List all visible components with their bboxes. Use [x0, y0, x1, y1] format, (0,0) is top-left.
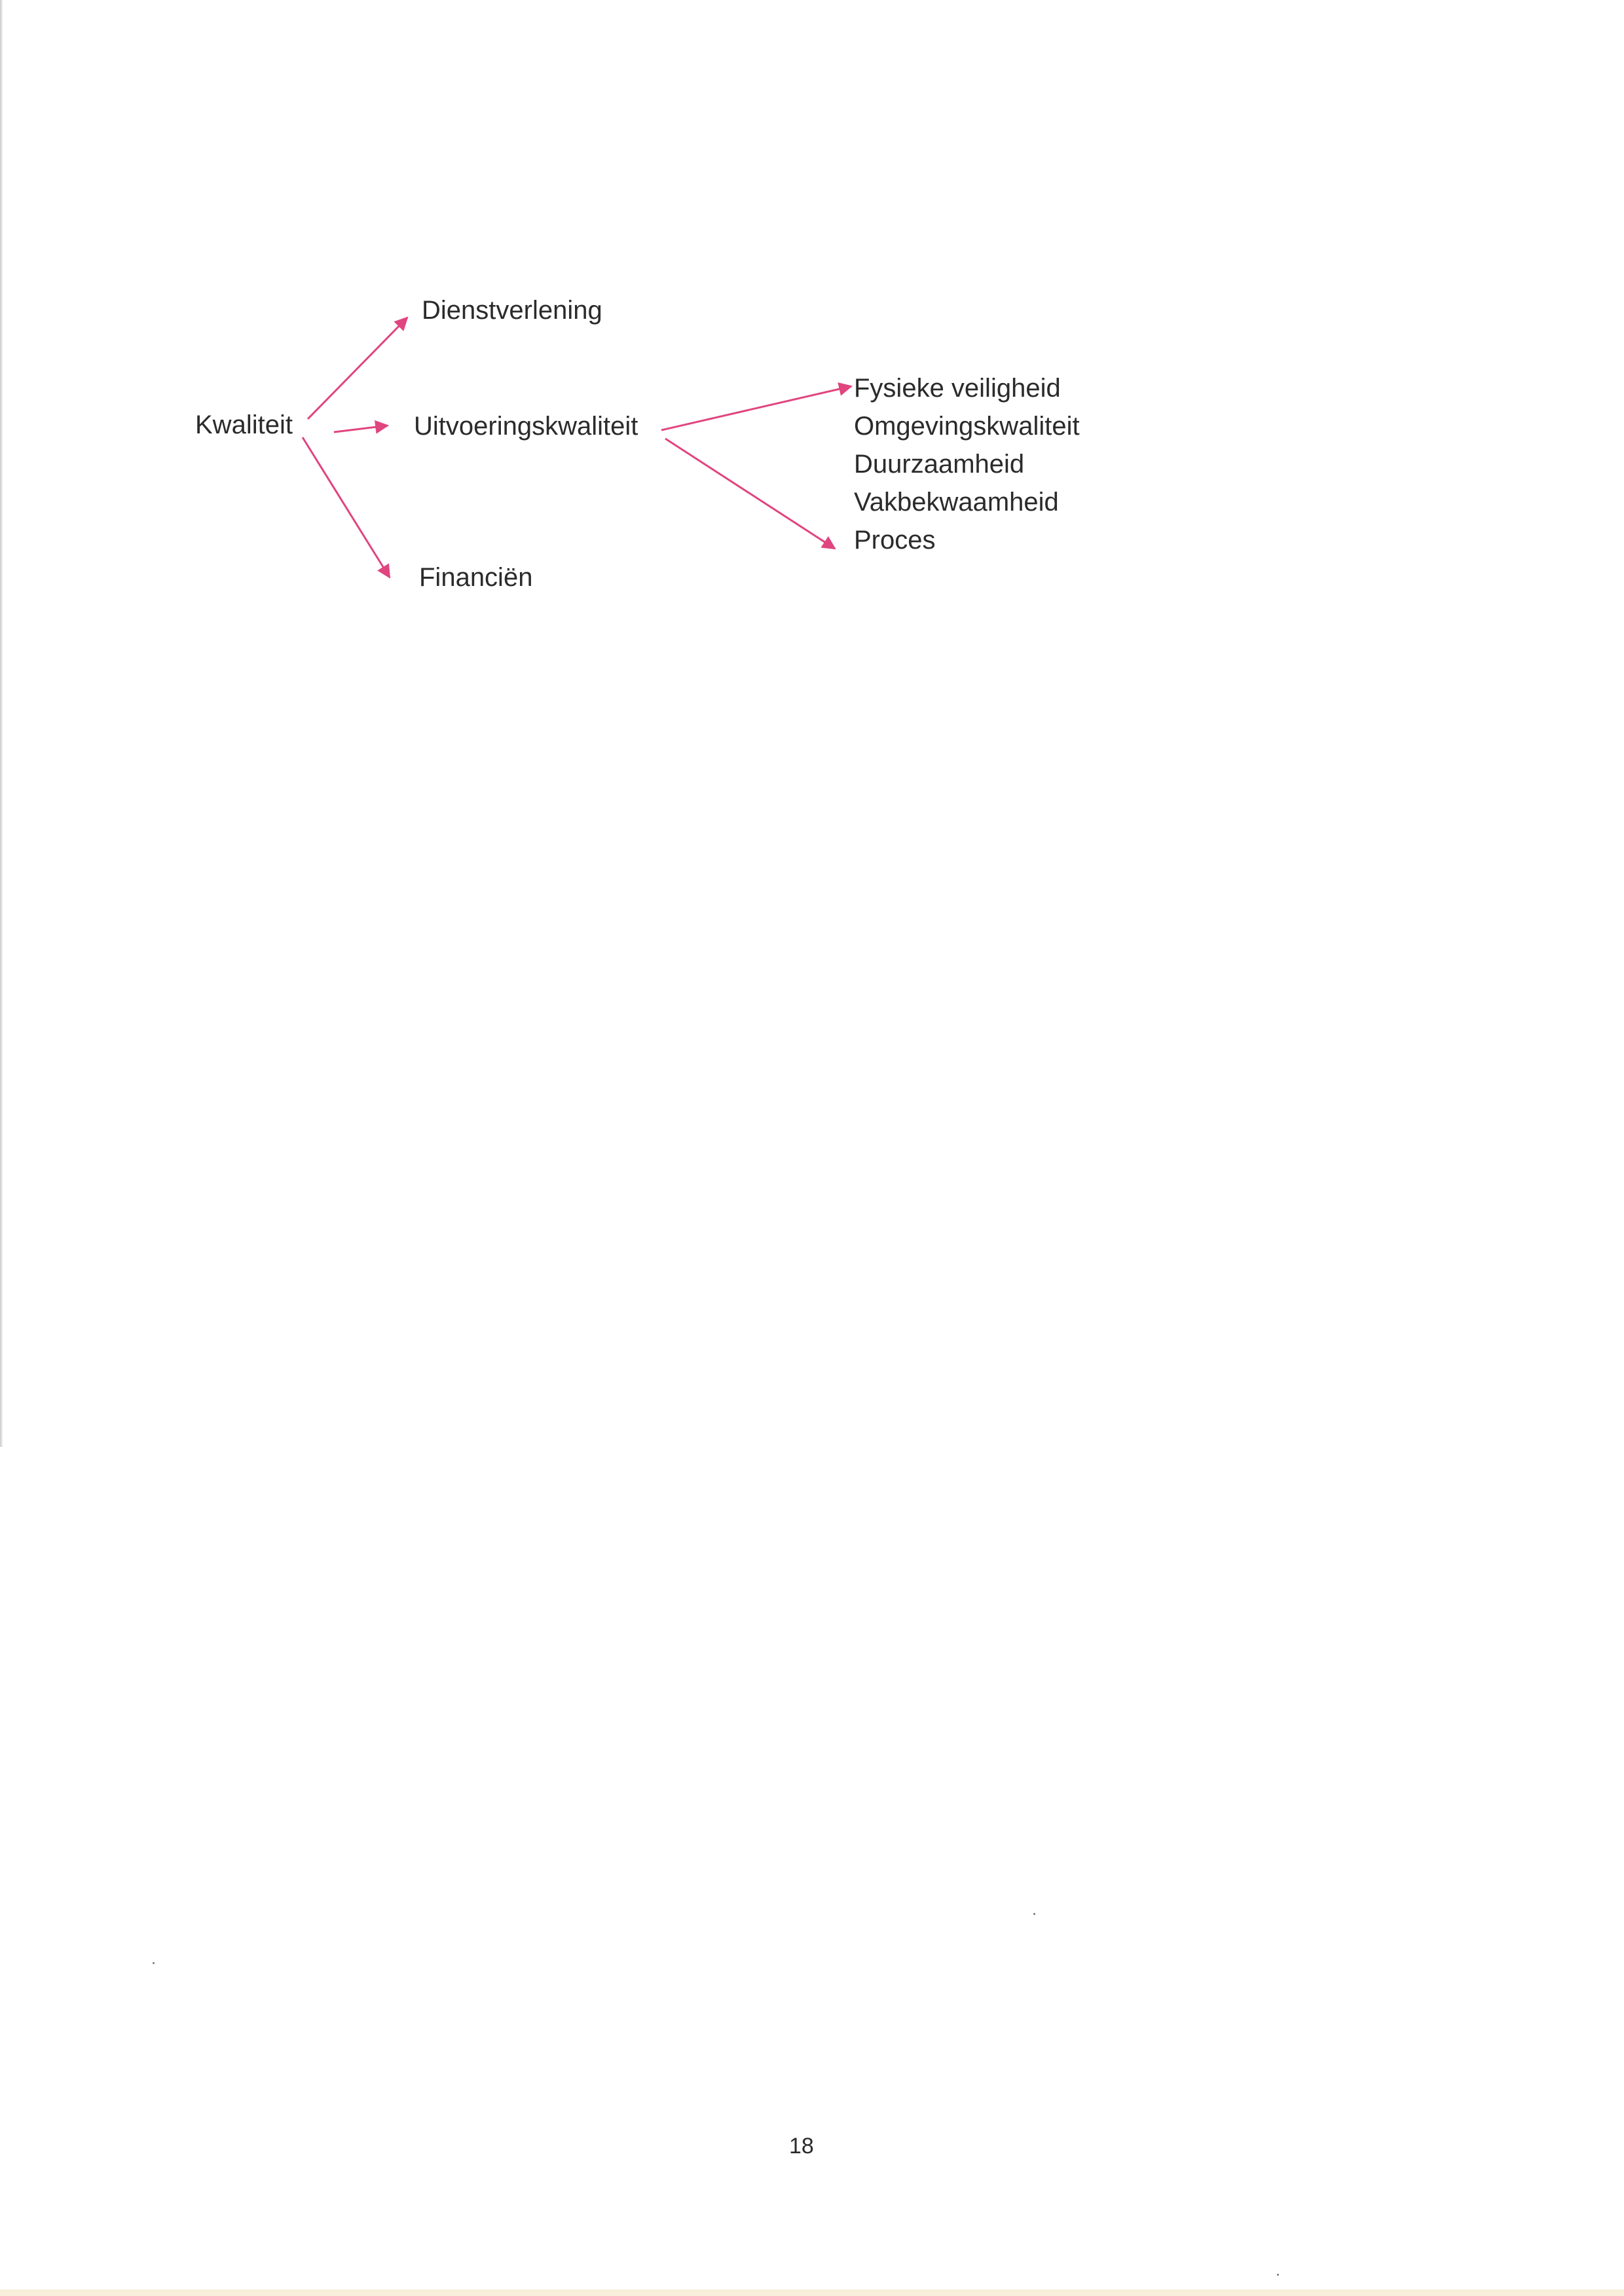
scan-speck: [1033, 1913, 1035, 1915]
node-uitvoeringskwaliteit: Uitvoeringskwaliteit: [414, 412, 638, 441]
node-fysieke-veiligheid: Fysieke veiligheid: [854, 374, 1061, 403]
arrow-uitvoeringskwaliteit-fysieke-veiligheid: [661, 386, 851, 430]
scan-speck: [1277, 2274, 1279, 2276]
node-proces: Proces: [854, 526, 936, 555]
scan-bottom-edge: [0, 2289, 1624, 2296]
arrow-kwaliteit-dienstverlening: [308, 318, 407, 419]
node-dienstverlening: Dienstverlening: [422, 296, 602, 325]
node-vakbekwaamheid: Vakbekwaamheid: [854, 488, 1059, 517]
node-kwaliteit: Kwaliteit: [195, 410, 293, 439]
node-duurzaamheid: Duurzaamheid: [854, 450, 1025, 479]
page-number: 18: [789, 2134, 814, 2159]
arrow-uitvoeringskwaliteit-proces: [665, 439, 835, 549]
arrow-kwaliteit-financien: [303, 437, 390, 577]
node-omgevingskwaliteit: Omgevingskwaliteit: [854, 412, 1080, 441]
node-financien: Financiën: [419, 563, 533, 592]
arrow-kwaliteit-uitvoeringskwaliteit: [334, 426, 388, 432]
scan-speck: [153, 1962, 155, 1964]
